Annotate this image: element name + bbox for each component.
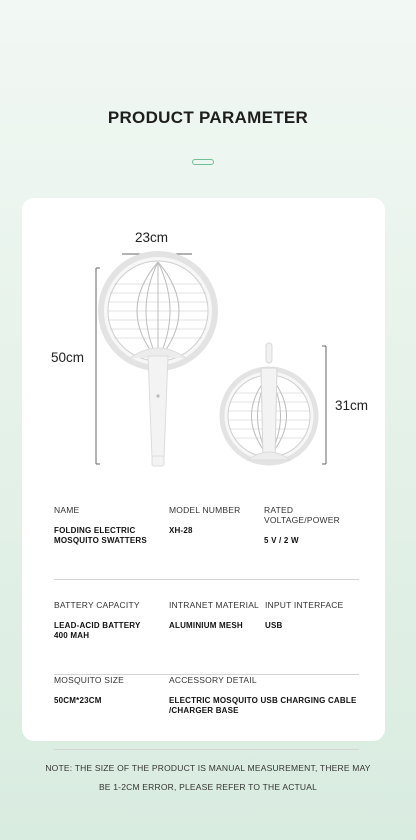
product-figure xyxy=(22,198,385,488)
spec-value-material: ALUMINIUM MESH xyxy=(169,621,243,630)
note-line-1: NOTE: THE SIZE OF THE PRODUCT IS MANUAL MEASUREMENT, THERE MAY xyxy=(45,763,371,773)
width-label: 23cm xyxy=(135,230,169,245)
spec-cell xyxy=(54,675,164,706)
spec-row xyxy=(54,675,359,750)
note-line-2: BE 1-2CM ERROR, PLEASE REFER TO THE ACTUAL xyxy=(98,782,318,792)
spec-cell xyxy=(54,505,164,546)
spec-row xyxy=(54,600,359,675)
spec-cell xyxy=(265,600,365,631)
spec-value-voltage: 5 V / 2 W xyxy=(264,536,299,545)
spec-label-voltage: RATED VOLTAGE/POWER xyxy=(264,505,340,525)
racket-folded-icon xyxy=(222,343,316,463)
spec-cell xyxy=(169,675,359,716)
spec-value-battery: LEAD-ACID BATTERY 400 MAH xyxy=(54,621,141,640)
spec-cell xyxy=(264,505,364,546)
spec-cell xyxy=(54,600,164,641)
spec-row xyxy=(54,505,359,580)
spec-label-battery: BATTERY CAPACITY xyxy=(54,600,140,610)
racket-open-icon xyxy=(101,254,215,466)
spec-label-size: MOSQUITO SIZE xyxy=(54,675,124,685)
spec-label-model: MODEL NUMBER xyxy=(169,505,241,515)
spec-value-size: 50CM*23CM xyxy=(54,696,102,705)
spec-label-name: NAME xyxy=(54,505,80,515)
spec-value-interface: USB xyxy=(265,621,283,630)
spec-value-accessory: ELECTRIC MOSQUITO USB CHARGING CABLE /CHARGER BASE xyxy=(169,696,357,715)
spec-value-name: FOLDING ELECTRIC MOSQUITO SWATTERS xyxy=(54,526,147,545)
title-divider xyxy=(192,159,214,165)
spec-table xyxy=(54,505,359,750)
spec-label-interface: INPUT INTERFACE xyxy=(265,600,344,610)
spec-label-accessory: ACCESSORY DETAIL xyxy=(169,675,257,685)
spec-value-model: XH-28 xyxy=(169,526,193,535)
spec-label-material: INTRANET MATERIAL xyxy=(169,600,259,610)
folded-length-label: 31cm xyxy=(335,398,369,413)
page-title: PRODUCT PARAMETER xyxy=(107,108,309,127)
length-label: 50cm xyxy=(51,350,85,365)
